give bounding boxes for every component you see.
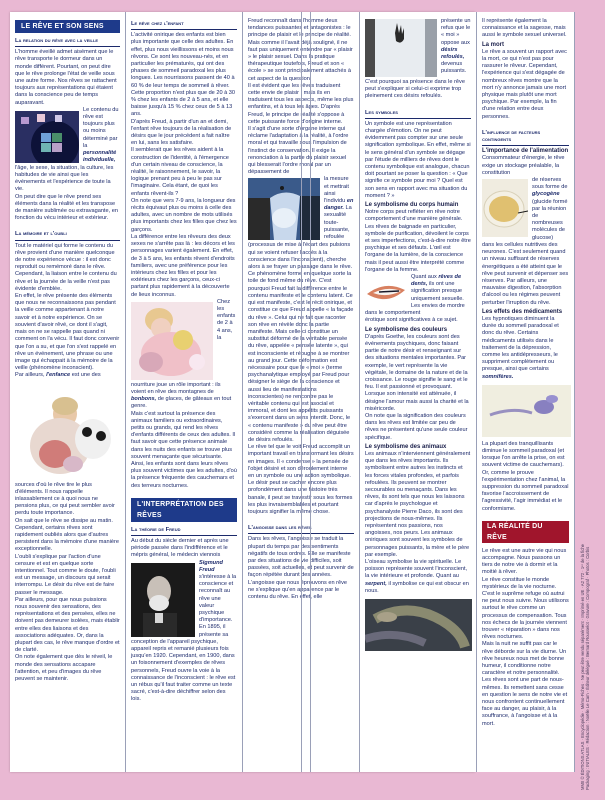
subheading-angoisse: L'angoisse dans les rêves — [248, 525, 354, 534]
emphasis-sigmund-freud: Sigmund Freud — [199, 559, 223, 573]
paragraph: l'âge, le sexe, la situation, la culture, les habitudes de vie ainsi que les événements et l'expérience de toute la vie. — [15, 164, 114, 193]
emphasis-somniferes: somnifères. — [482, 373, 514, 380]
emphasis-en-danger: en danger. — [324, 198, 354, 212]
children-sweets-image — [131, 302, 213, 380]
paragraph: Un symbole est une représentation chargée d'émotion. On ne peut évidemment pas compter sur une seule signification symbolique. En effet, même si le sens général d'un symbole se dégage par l'étude de milliers de rêves dont le contenu symbolique est analogue, chacun doit pourtant se poser la question : « Que signifie ce symbole pour moi ? Quel est son sens en rapport avec ma situation du moment ? » — [365, 120, 471, 199]
paragraph: On note également que dès le réveil, le monde des sensations accapare l'attention, et peu d'images du rêve peuvent se maintenir. — [15, 654, 113, 682]
subheading-mort: La mort — [482, 41, 505, 48]
emphasis-bonbons: bonbons, — [131, 396, 157, 403]
paragraph: Le rêve tel que le voit Freud accomplit un important travail en transformant les désirs en images. Il « condense » la pensée de l'objet désiré et son déroulement interne en un symbole ou une action symbolique. Le désir peut se cacher encore plus profondément dans une histoire très banale, il peut se travestir sous les formes les plus invraisemblables et pourtant toujours signifier la même chose. — [248, 444, 354, 515]
paragraph: Mais c'est surtout la présence des animaux familiers ou extraordinaires, petits ou grands, qui rend les rêves d'enfants différents de ceux des adultes. Il faut savoir que cette présence animale dans les nuits des enfants se trouve plus souvent menaçante que sécurisante. Ainsi, les enfants sont dans leurs rêves plus souvent victimes que les adultes, d'où la présence fréquente des cauchemars et des terreurs nocturnes. — [131, 410, 237, 489]
paragraph: Par ailleurs, pour que nous puissions nous souvenir des sensations, des représentations et des pensées, elles ne doivent pas demeurer isolées, mais établir entre elles des liaisons et des associations adéquates. Or, dans la plupart des cas, le rêve manque d'ordre et de clarté. — [15, 596, 120, 654]
subheading-facteurs-contingents: L'influence de facteurs contingents — [482, 130, 569, 146]
paragraph: Consommateur d'énergie, le rêve exige un stockage préalable, la constitution — [482, 155, 565, 176]
subheading-theorie-freud: La théorie de Freud — [131, 527, 237, 536]
paragraph: On sait que le rêve se dissipe au matin. Cependant, certains rêves sont rapidement oubliés alors que d'autres persistent dans la mémoire d'une manière exceptionnelle. — [15, 517, 119, 553]
subheading-symboles: Les symboles — [365, 110, 471, 119]
column-2 — [125, 12, 242, 772]
head-collage-image — [15, 111, 79, 163]
paragraph: Le rêve est une autre vie qui nous accompagne. Nous passons un tiers de notre vie à dormir et la moitié à rêver. — [482, 547, 567, 576]
subheading-medicaments: Les effets des médicaments — [482, 308, 563, 315]
mouth-teeth-image — [365, 276, 407, 308]
paragraph: D'après Freud, à partir d'un an et demi, l'enfant rêve toujours de la réalisation de désirs que le jour précédent a fait naître en lui, sans les satisfaire. — [131, 118, 232, 147]
microscope-cells-image — [482, 385, 569, 437]
paragraph: L'oiseau symbolise la vie spirituelle. Le poisson représente souvent l'inconscient, la vie intérieure et profonde. Quant au serpent, il symbolise ce qui est obscur en nous. — [365, 559, 469, 594]
column-4 — [359, 12, 476, 772]
paragraph: Au début du siècle dernier et après une période passée dans l'indifférence et le mépris général, le médecin viennois — [131, 537, 229, 559]
paragraph: Notre corps peut refléter en rêve notre comportement d'une manière générale. Les rêves de baignade en particulier, symbole de purification, dévoilent le corps et ses imperfections, c'est-à-dire notre être psychique et ses défauts. L'œil est l'organe de la lumière, de la conscience mais il peut aussi être interprété comme l'organe de la femme. — [365, 209, 471, 273]
paragraph: En effet, le rêve présente des éléments que nous ne reconnaissons pas pendant la veille comme appartenant à notre savoir et à notre expérience. On se souvient d'avoir rêvé, ce dont il s'agit, mais on ne se rappelle pas quand ni comment on l'a vécu. Il faut donc convenir que l'on a su, et que l'on s'est rappelé en rêve un événement, une phrase ou une image qui échappait à la mémoire de la veille (phénomène inconscient). — [15, 293, 120, 372]
paragraph: L'activité onirique des enfants est bien plus importante que celle des adultes. En effet, plus nous vieillissons et moins nous rêvons. Ce sont les nouveau-nés, et en particulier les prématurés, qui ont des phases de sommeil paradoxal les plus longues. Les nourrissons passent de 40 à 60 % de leur temps de sommeil à rêver. Cette proportion n'est plus que de 20 à 30 % chez les enfants de 2 à 5 ans, et elle baisse jusqu'à 15 % chez ceux de 5 à 13 ans. — [131, 32, 236, 118]
snake-image — [365, 599, 471, 651]
paragraph: Il semblerait que les rêves aident à la construction de l'identité, à l'émergence d'un certain niveau de conscience, la réalité, le raisonnement, le savoir, la logique prenant peu à peu le pas sur l'imaginaire. Cela étant, de quoi les enfants rêvent-ils ? — [131, 147, 229, 197]
hand-on-glass-image — [365, 19, 437, 77]
paragraph: On note que vers 7-9 ans, la longueur des récits équivaut plus ou moins à celle des adultes, avec un nombre de mots utilisés plus importants chez les filles que chez les garçons. — [131, 197, 237, 233]
paragraph: Le rêve constitue le monde mystérieux de la vie nocturne. C'est le suprême refuge où autrui ne peut nous suivre. Nous utilisons surtout le rêve comme un processus de compensation. Tous nos échecs de la journée viennent trouver « réparation » dans nos rêves nocturnes. — [482, 576, 569, 641]
paragraph: Il représente également la connaissance et la sagesse, mais aussi le symbole sexuel universel. — [482, 18, 567, 39]
column-4-symboles — [310, 12, 321, 772]
paragraph: Il est évident que les rêves traduisent cette envie de plaisir ; mais ils en traduisent tous les aspects, même les plus enfantins, et à tous les âges. D'après Freud, le principe de réalité s'oppose à cette puissante force d'origine interne. — [248, 82, 354, 125]
column-1 — [10, 12, 125, 772]
paragraph: L'angoisse que nous éprouvons en rêve ne s'explique qu'en apparence par le contenu du rêve. En effet, elle — [248, 579, 348, 601]
paragraph: On note que la signification des couleurs dans les rêves est limitée car peu de rêves ne présentent qu'une seule couleur spécifique. — [365, 412, 468, 441]
paragraph: Il s'agit d'une sorte d'organe interne qui réclame l'adaptation à la réalité, à l'ordre moral et qui travaille sous l'impulsion de l'instinct de conservation. Il exige la renonciation à la partie du plaisir sexuel qui blesserait l'ordre moral par un dépassement de — [248, 126, 349, 176]
subheading-couleurs: Le symbolisme des couleurs — [365, 326, 448, 333]
emphasis-glycogene: glycogène — [532, 191, 560, 198]
paragraph: L'oubli s'explique par l'action d'une censure et est en quelque sorte intentionnel. Tout comme le doute, l'oubli est un message, un discours qui serait interrompu. Le désir du rêve est de faire passer le message. — [15, 553, 116, 596]
paragraph: La plupart des tranquillisants diminue le sommeil paradoxal (et lorsque l'on arrête la prise, on est souvent victime de cauchemars). Or, comme le prouve l'expérimentation chez l'animal, la suppression du sommeil paradoxal favorise l'accroissement de l'agressivité, l'agir immédiat et le conformisme. — [482, 440, 569, 512]
section-band-interpretation: L'INTERPRÉTATION DES RÊVES — [131, 498, 237, 522]
paragraph: Les animaux n'interviennent généralement que dans les rêves importants. Ils symbolisent entre autres les instincts et les forces vitales profondes, et parfois refoulées. Ils peuvent se montrer secourables ou menaçants. Dans les rêves, ils sont tels que nous les laissons car d'après le psychologue et psychanalyste Pierre Daco, ils sont des projections de nous-mêmes. Ils représentent nos passions, nos angoisses, nos peurs. Les animaux oniriques sont souvent les symboles de personnages puissants, la mère et le père par exemple. — [365, 450, 471, 558]
emphasis-enfance: l'enfance — [46, 372, 71, 379]
paragraph-wrap: présente un refus que le « moi » oppose aux désirs refoulés, devenus puissants. — [441, 18, 471, 75]
paragraph: érotique sont significatives à ce sujet. — [365, 317, 458, 324]
paragraph: Le rêve a souvent un rapport avec la mort, ce qui n'est pas pour rassurer le rêveur. Cependant, l'expérience qui s'est dégagée de nombreux rêves montre que la mort n'y annonce jamais une mort physique mais plutôt une mort psychique. Par exemple, la fin d'une relation entre deux personnes. — [482, 48, 567, 120]
paragraph: Mais la nuit ne suffit pas car le rêve déborde sur la vie diurne. Un rêve heureux nous met de bonne humeur, il conditionne notre caractère et notre personnalité. — [482, 641, 567, 677]
child-with-toys-image — [15, 384, 120, 480]
paragraph: Par ailleurs, l'enfance est une des — [15, 372, 101, 379]
section-band-realite: LA RÉALITÉ DU RÊVE — [482, 521, 569, 543]
paragraph-wrap: Quant aux rêves de dents, ils ont une signification presque uniquement sexuelle. Les envies de mordre dans le comportement — [365, 274, 465, 317]
paragraph: Freud reconnaît dans l'homme deux tendances puissantes et antagonistes : le principe de plaisir et le principe de réalité. Mais comme il l'avait déjà souligné, il ne faut pas uniquement entendre par « plaisir » le plaisir sexuel. Dans la pratique thérapeutique toutefois, Freud et son « école » se sont principalement attachés à cet aspect de la question. — [248, 18, 353, 82]
paragraph: Les hypnotiques diminuent la durée du sommeil paradoxal et donc du rêve. Certains médicaments utilisés dans le traitement de la dépression, comme les antidépresseurs, le suppriment complètement ou presque, ainsi que certains somnifères. — [482, 315, 559, 380]
paragraph-wrap: Sigmund Freud s'intéresse à la conscience et reconnaît au rêve une valeur psychique d'importance. En 1895, il présente sa — [199, 559, 237, 638]
paragraph: Les rêves sont une part de nous-mêmes. Ils remettent sans cesse en question le sens de notre vie et nous confrontent continuellement face au danger, au plaisir, à la souffrance, à l'angoisse et à la mort. — [482, 677, 568, 727]
paragraph-wrap: de réserves sous forme de glycogène (glucide formé par la réunion de nombreuses molécules de glucose) — [532, 177, 568, 241]
paragraph: C'est pourquoi sa présence dans le rêve peut s'expliquer si celui-ci exprime trop pleinement ces désirs refoulés. — [365, 79, 465, 100]
emphasis-serpent: serpent, — [365, 580, 387, 587]
subheading-reve-enfant: Le rêve chez l'enfant — [131, 21, 237, 30]
paragraph: D'après Goethe, les couleurs sont des événements psychiques, donc faisant partie de notre désir et renseignant sur des situations mentales importantes. Par exemple, le vert représente la vie végétale, le domaine de la nature et de la croissance. Le rouge signifie le sang et le feu. Il est passionné et provoquant. Lorsque son intensité est atténuée, il désigne l'amour mais aussi la charité et la miséricorde. — [365, 333, 469, 412]
paragraph: dans les cellules nutritives des neurones. C'est seulement quand un niveau suffisant de réserves énergétiques a été atteint que le rêve peut survenir et dépenser ses réserves. Par ailleurs, une mauvaise digestion, l'absorption d'alcool ou les régimes peuvent perturber l'irruption du rêve. — [482, 241, 569, 306]
subheading-relation-veille: La relation du rêve avec la veille — [15, 38, 120, 47]
paragraph-wrap: la mesure et mettrait ainsi l'individu en danger. La sexualité toute-puissante, refoulée — [324, 176, 354, 241]
subheading-alimentation: L'importance de l'alimentation — [482, 148, 569, 155]
paragraph: Dans les rêves, l'angoisse se traduit la plupart du temps par des sentiments négatifs de tous ordres. Elle se manifeste par des situations de vie difficiles, soit passées, soit actuelles, et peut survenir de façon répétée durant des années. — [248, 536, 354, 579]
subheading-memoire-oubli: La mémoire et l'oubli — [15, 231, 120, 240]
paragraph: On peut dire que le rêve prend ses éléments dans la réalité et les transpose de manière sublimée ou extravagante, en fonction du vécu intérieur et extérieur. — [15, 193, 118, 222]
freud-portrait-image — [131, 563, 195, 637]
paragraph: La différence entre les rêveurs des deux sexes ne s'arrête pas là : les décors et les personnages varient également. En effet, de 3 à 5 ans, les enfants rêvent d'endroits familiers, avec une préférence pour les intérieurs chez les filles et pour les extérieurs chez les garçons, ceux-ci partant plus rapidement à la découverte de lieux inconnus. — [131, 233, 235, 298]
column-5 — [476, 12, 575, 772]
section-band-reve-et-sens: LE RÊVE ET SON SENS — [15, 20, 120, 33]
side-credit: MMII © ÉDITIONS ATLAS · Encyclopédie · Mémo-Fiches · Ne peut être vendu séparément · Imprimé en UE · A2 772 · 1ᵉʳ de la fiche Packaging : INITIALES · Rédaction : Noëlle Le Cam · Éditeur délégué : Bernard Rousselot · Gravure : Compograf · Photos : Corbis — [580, 544, 591, 790]
paragraph: L'homme éveillé admet aisément que le rêve transporte le dormeur dans un monde différent. Pourtant, on peut dire que le rêve prolonge l'état de veille sous une autre forme. Nos rêves se rattachent toujours aux représentations qui étaient dans la conscience peu de temps auparavant. — [15, 49, 117, 106]
glucose-bowl-image — [482, 179, 528, 237]
subheading-corps-humain: Le symbolisme du corps humain — [365, 202, 459, 209]
paragraph: conception de l'appareil psychique, appareil repris et remanié plusieurs fois jusqu'en 1920. Cependant, en 1900, dans un foisonnement d'exemples de rêves personnels, Freud ouvre la voie à la connaissance de l'inconscient : le rêve est un rébus qu'il faut traiter comme un texte sacré, c'est-à-dire déchiffrer selon des lois. — [131, 638, 236, 703]
emphasis-personnalite: personnalité individuelle, — [83, 150, 117, 164]
paragraph: sources d'où le rêve tire le plus d'éléments. Il nous rappelle inlassablement ce à quoi nous ne pensions plus, ce qui peut sembler avoir perdu toute importance. — [15, 481, 115, 517]
subheading-animaux: Le symbolisme des animaux — [365, 443, 447, 450]
emphasis-desirs-refoules: désirs refoulés, — [441, 46, 465, 61]
paragraph-wrap: Le contenu du rêve est toujours plus ou moins déterminé par la personnalité individuelle, — [83, 106, 119, 164]
paragraph-wrap: Chez les enfants de 2 à 4 ans, la nourriture joue un rôle important : ils voient en rêve des montagnes de bonbons, de glaces, de gâteaux en tout genre. — [131, 298, 236, 410]
paragraph: Tout le matériel qui forme le contenu du rêve provient d'une manière quelconque de notre expérience vécue : il est donc reproduit ou remémoré dans le rêve. Cependant, la liaison entre le contenu du rêve et la journée de la veille n'est pas évidente d'emblée. — [15, 242, 117, 292]
paragraph: (processus de mise à l'écart des pulsions qui se voient refuser l'accès à la conscience dans l'inconscient), cherche alors à se frayer un passage dans le rêve. Ce phénomène forme en quelque sorte la toile de fond même du rêve. C'est pourquoi Freud fait la différence entre le contenu manifeste et le contenu latent. Ce qui est manifeste, c'est le récit onirique, et constitue ce que Freud appelle « la façade du rêve ». Celui qui ne fait que raconter son rêve en révèle donc la partie manifeste. Mais celle-ci constitue un substitut déformé de la véritable pensée du rêve, appelée « pensée latente », qui est inconsciente et répugne à se montrer au grand jour. Cette déformation est nécessaire pour que le « moi » (terme psychanalytique employé par Freud pour désigner le siège de la conscience et aussi lieu de manifestations inconscientes) ne rencontre pas le véritable contenu qui est asocial et immoral, et dont les appétits puissants s'exercent dans un sens interdit. Donc, le « contenu manifeste » du rêve peut être considéré comme la réalisation déguisée de désirs refoulés. — [248, 242, 354, 443]
emphasis-reves-dents: rêves de dents, — [411, 274, 462, 288]
